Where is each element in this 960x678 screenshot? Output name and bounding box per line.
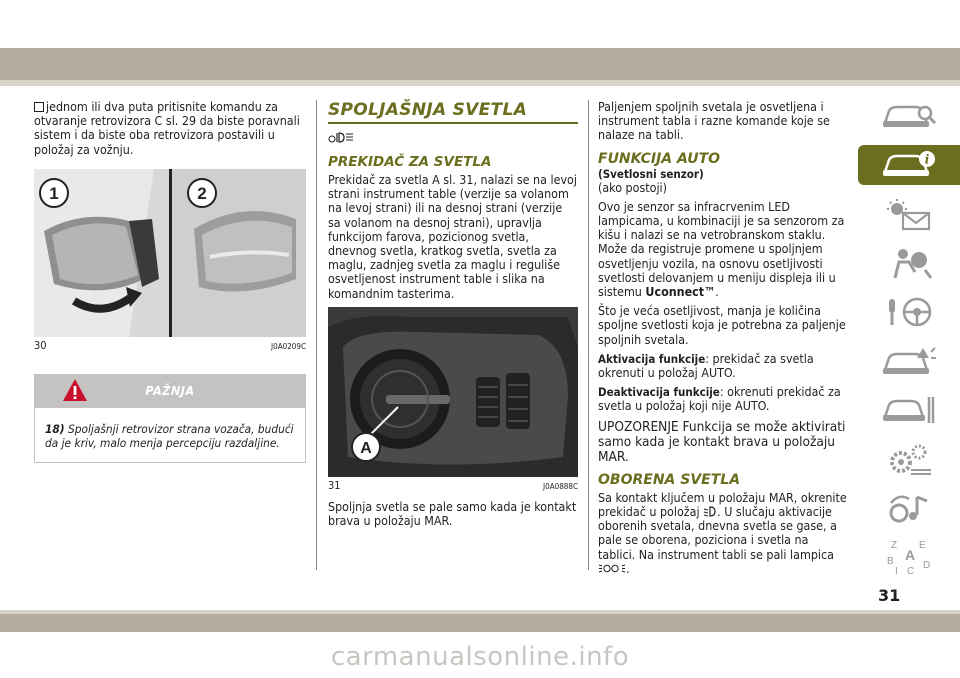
warning-triangle-icon xyxy=(62,377,88,403)
column-3 xyxy=(598,100,848,581)
watermark: carmanualsonline.info xyxy=(330,642,630,672)
alphabet-index-icon xyxy=(881,538,937,576)
figure-number: 31 xyxy=(328,478,341,492)
deactivation-paragraph xyxy=(598,385,848,413)
tab-media[interactable] xyxy=(858,488,960,528)
airbag-person-icon xyxy=(881,246,937,280)
sensor-text: Ovo je senzor sa infracrvenim LED lampicama, u kombinaciji je sa senzorom za kišu i nalazi se na vetrobranskom staklu. Može da registruje promene u spoljnjem osvetljenju vozila, na osnovu osetljivosti svetlosti delovanjem u meniju displeja ili u sistemu xyxy=(598,198,845,300)
svg-text:B: B xyxy=(887,556,894,567)
svg-text:D: D xyxy=(923,560,931,571)
checkbox-bullet-icon xyxy=(34,102,44,112)
light-switch-figure xyxy=(328,307,578,477)
section-heading: SPOLJAŠNJA SVETLA xyxy=(328,100,578,124)
bullet-paragraph xyxy=(34,100,306,157)
lights-symbol-icon xyxy=(328,130,354,144)
svg-text:A: A xyxy=(905,547,916,563)
tab-crash[interactable] xyxy=(858,341,960,381)
tab-index[interactable] xyxy=(858,537,960,577)
low-beam-icon xyxy=(703,506,717,517)
media-music-icon xyxy=(881,491,937,525)
svg-text:I: I xyxy=(895,566,898,576)
warning-note-number: 18) xyxy=(45,421,65,436)
svg-text:E: E xyxy=(919,540,926,551)
figure-label-2: 2 xyxy=(197,183,207,203)
low-beam-paragraph xyxy=(598,491,848,576)
low-beam-text-b: . U slučaju aktivacije oborenih svetala, dnevna svetla se gase, a pale se oborena, poziciona i svetla na tablici. Na instrument tabli se pali lampica xyxy=(598,504,837,562)
tab-airbag[interactable] xyxy=(858,243,960,283)
mirror-illustration xyxy=(34,169,306,337)
warning-paragraph: UPOZORENJE Funkcija se može aktivirati samo kada je kontakt brava u položaju MAR. xyxy=(598,418,846,466)
figure-label-a: A xyxy=(360,439,372,457)
light-switch-heading: PREKIDAČ ZA SVETLA xyxy=(328,154,492,170)
deactivation-label: Deaktivacija funkcije xyxy=(598,385,720,400)
top-band-line xyxy=(0,80,960,86)
instrument-panel-paragraph: Paljenjem spoljnih svetala je osvetljena i instrument tabla i razne komande koje se nalaze na tabli. xyxy=(598,99,830,143)
warning-title: PAŽNJA xyxy=(145,383,195,399)
figure-31-caption xyxy=(328,479,578,492)
uconnect-brand: Uconnect™ xyxy=(645,284,716,300)
sensor-text-end: . xyxy=(715,284,719,300)
top-band xyxy=(0,48,960,80)
lights-on-paragraph: Spoljnja svetla se pale samo kada je kontakt brava u položaju MAR. xyxy=(328,498,577,529)
warning-header xyxy=(34,374,306,408)
column-divider-1 xyxy=(316,100,317,570)
mirror-figure xyxy=(34,169,306,337)
auto-function-heading: FUNKCIJA AUTO xyxy=(598,150,721,167)
car-info-icon xyxy=(881,148,937,182)
low-beam-heading: OBORENA SVETLA xyxy=(598,471,741,488)
tab-car-info[interactable] xyxy=(858,145,960,185)
steering-key-icon xyxy=(881,295,937,329)
tab-warning-lights[interactable] xyxy=(858,194,960,234)
figure-code: J0A0888C xyxy=(543,481,578,491)
bullet-text: jednom ili dva puta pritisnite komandu za otvaranje retrovizora C sl. 29 da biste poravnali sistem i da biste oba retrovizora postavili u položaj za vožnju. xyxy=(34,99,300,157)
svg-text:C: C xyxy=(907,566,915,576)
light-switch-paragraph: Prekidač za svetla A sl. 31, nalazi se na levoj strani instrument table (verzije sa volanom na levoj strani) ili na desnoj strani (verzije sa volanom na desnoj strani), upravlja funkcijom farova, pozicionog svetla, dnevnog svetla, kratkog svetla, svetla za maglu, zadnjeg svetla za maglu i reguliše osvetljenost instrument table i slika na komandnim tasterima. xyxy=(328,172,577,301)
svg-text:i: i xyxy=(924,152,930,167)
sensitivity-paragraph: Što je veća osetljivost, manja je količina spoljne svetlosti koja je potrebna za paljenje spoljnih svetala. xyxy=(598,303,846,347)
svg-text:Z: Z xyxy=(891,540,898,551)
chapter-sidebar xyxy=(858,96,960,586)
crash-car-icon xyxy=(881,344,937,378)
activation-text: : prekidač za svetla okrenuti u položaj AUTO. xyxy=(598,350,814,381)
low-beam-text-a: Sa kontakt ključem u položaju MAR, okrenite prekidač u položaj xyxy=(598,489,847,520)
warning-body xyxy=(34,408,306,463)
car-search-icon xyxy=(881,99,937,133)
tab-car-search[interactable] xyxy=(858,96,960,136)
tab-car-tools[interactable] xyxy=(858,390,960,430)
figure-label-1: 1 xyxy=(49,183,59,203)
tab-steering-key[interactable] xyxy=(858,292,960,332)
low-beam-text-end: . xyxy=(626,560,630,576)
deactivation-text: : okrenuti prekidač za svetla u položaj koji nije AUTO. xyxy=(598,384,841,414)
tab-gears[interactable] xyxy=(858,439,960,479)
column-2 xyxy=(328,100,578,533)
column-1 xyxy=(34,100,306,463)
column-divider-2 xyxy=(588,100,589,570)
bottom-band xyxy=(0,614,960,632)
figure-number: 30 xyxy=(34,338,47,352)
car-tools-icon xyxy=(881,393,937,427)
light-sensor-label: (Svetlosni senzor) xyxy=(598,166,704,181)
page-number: 31 xyxy=(878,586,901,605)
light-switch-illustration xyxy=(328,307,578,477)
optional-note: (ako postoji) xyxy=(598,179,667,195)
activation-label: Aktivacija funkcije xyxy=(598,351,706,366)
warning-lights-icon xyxy=(881,197,937,231)
figure-30-caption xyxy=(34,339,306,352)
figure-code: J0A0209C xyxy=(271,341,306,351)
activation-paragraph xyxy=(598,352,848,380)
gears-icon xyxy=(881,442,937,476)
warning-note-text: Spoljašnji retrovizor strana vozača, budući da je kriv, malo menja percepciju razdaljine. xyxy=(45,421,294,450)
sensor-paragraph xyxy=(598,200,848,299)
position-lights-icon xyxy=(598,563,626,574)
